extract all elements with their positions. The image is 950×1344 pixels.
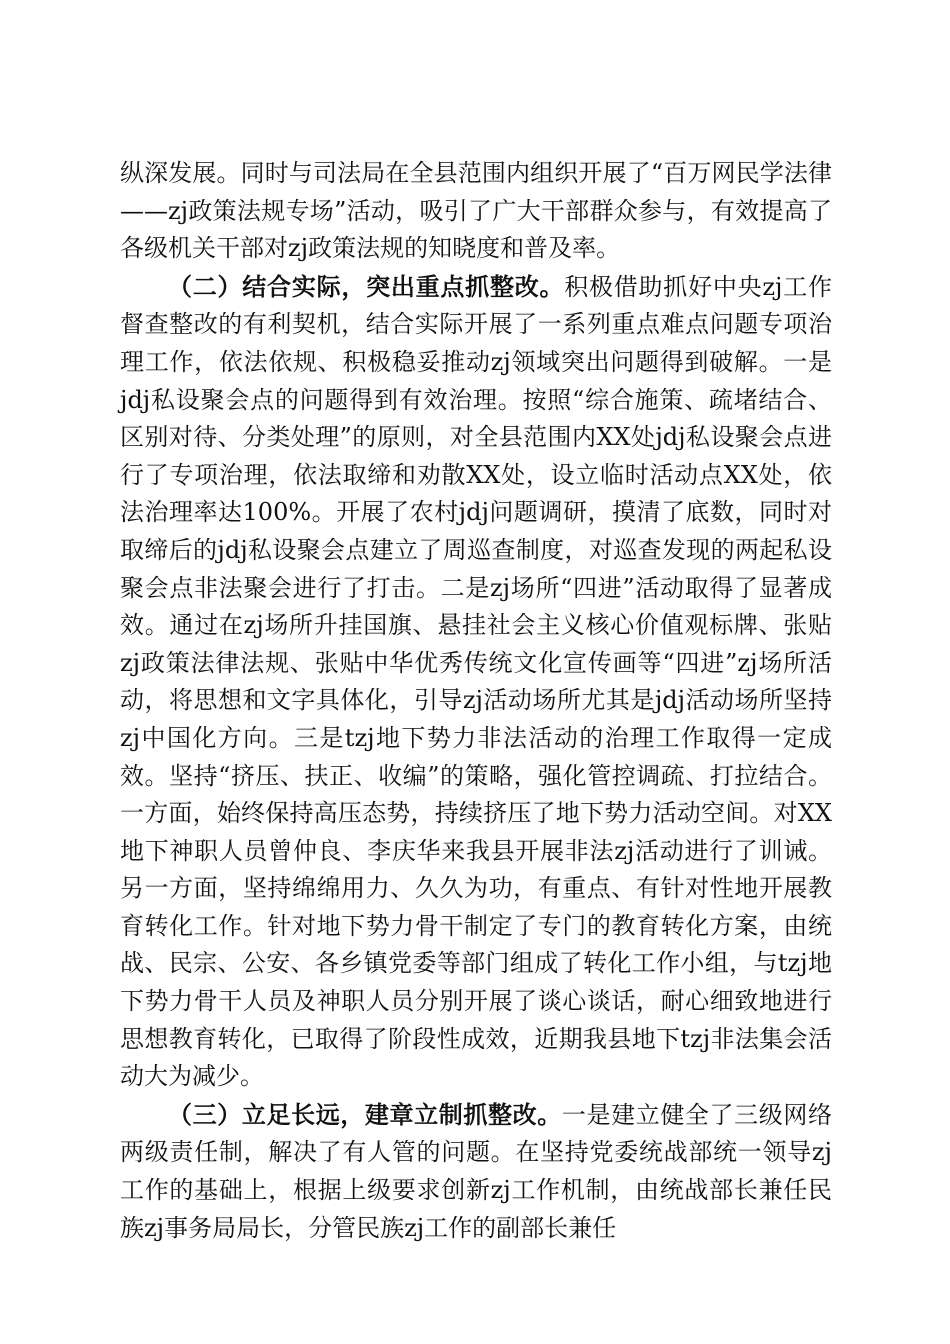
paragraph-2-heading: （二）结合实际，突出重点抓整改。: [168, 271, 565, 301]
paragraph-2-text: 积极借助抓好中央zj工作督查整改的有利契机，结合实际开展了一系列重点难点问题专项治理工作，依法依规、积极稳妥推动zj领域突出问题得到破解。一是jdj私设聚会点的问题得到有效治理。按照“综合施策、疏堵结合、区别对待、分类处理”的原则，对全县范围内XX处jdj私设聚会点进行了专项治理，依法取缔和劝散XX处，设立临时活动点XX处，依法治理率达100%。开展了农村jdj问题调研，摸清了底数，同时对取缔后的jdj私设聚会点建立了周巡查制度，对巡查发现的两起私设聚会点非法聚会进行了打击。二是zj场所“四进”活动取得了显著成效。通过在zj场所升挂国旗、悬挂社会主义核心价值观标牌、张贴zj政策法律法规、张贴中华优秀传统文化宣传画等“四进”zj场所活动，将思想和文字具体化，引导zj活动场所尤其是jdj活动场所坚持zj中国化方向。三是tzj地下势力非法活动的治理工作取得一定成效。坚持“挤压、扶正、收编”的策略，强化管控调疏、打拉结合。一方面，始终保持高压态势，持续挤压了地下势力活动空间。对XX地下神职人员曾仲良、李庆华来我县开展非法zj活动进行了训诫。另一方面，坚持绵绵用力、久久为功，有重点、有针对性地开展教育转化工作。针对地下势力骨干制定了专门的教育转化方案，由统战、民宗、公安、各乡镇党委等部门组成了转化工作小组，与tzj地下势力骨干人员及神职人员分别开展了谈心谈话，耐心细致地进行思想教育转化，已取得了阶段性成效，近期我县地下tzj非法集会活动大为减少。: [120, 272, 832, 1091]
paragraph-3-heading: （三）立足长远，建章立制抓整改。: [168, 1099, 562, 1129]
paragraph-3-text: 一是建立健全了三级网络两级责任制，解决了有人管的问题。在坚持党委统战部统一领导zj工作的基础上，根据上级要求创新zj工作机制，由统战部长兼任民族zj事务局局长，分管民族zj工作的副部长兼任: [120, 1100, 833, 1242]
paragraph-3: [120, 1096, 832, 1247]
paragraph-2: [120, 268, 832, 1096]
paragraph-1-text: 纵深发展。同时与司法局在全县范围内组织开展了“百万网民学法律——zj政策法规专场”活动，吸引了广大干部群众参与，有效提高了各级机关干部对zj政策法规的知晓度和普及率。: [120, 159, 832, 263]
document-body: [120, 154, 832, 1247]
paragraph-1: [120, 154, 832, 268]
